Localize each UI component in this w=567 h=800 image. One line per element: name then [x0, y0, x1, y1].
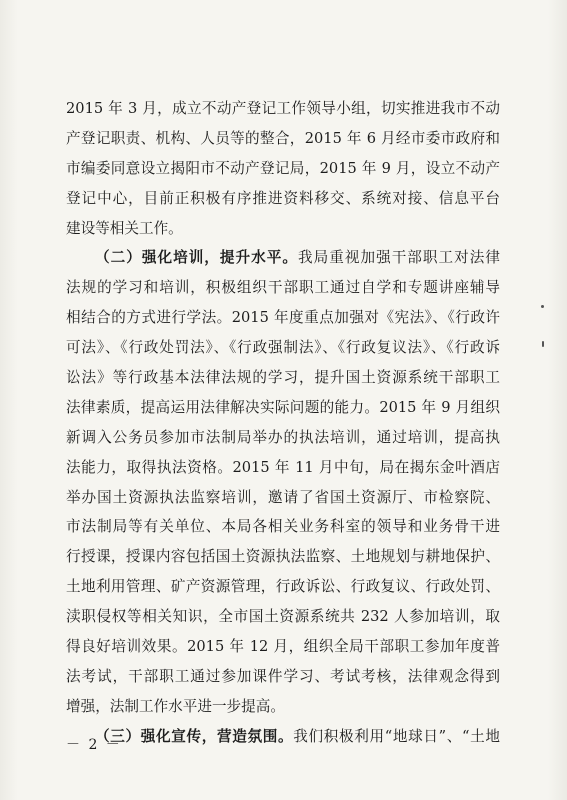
text-line: 产登记职责、机构、人员等的整合，2015 年 6 月经市委市政府和: [66, 129, 500, 147]
text-line: 市编委同意设立揭阳市不动产登记局，2015 年 9 月，设立不动产: [66, 159, 500, 177]
text-line: 增强，法制工作水平进一步提高。: [66, 697, 285, 715]
text-line: 法能力，取得执法资格。2015 年 11 月中旬，局在揭东金叶酒店: [66, 458, 500, 476]
paragraph-3-first-line: [66, 722, 500, 752]
text-line: 法考试，干部职工通过参加课件学习、考试考核，法律观念得到: [66, 667, 500, 685]
page-number: － 2 －: [66, 737, 122, 753]
text-line: 渎职侵权等相关知识，全市国土资源系统共 232 人参加培训，取: [66, 608, 500, 626]
text-line: 得良好培训效果。2015 年 12 月，组织全局干部职工参加年度普: [66, 638, 500, 656]
text-line: 法律素质，提高运用法律解决实际问题的能力。2015 年 9 月组织: [66, 398, 500, 416]
text-line: 可法》、《行政处罚法》、《行政强制法》、《行政复议法》、《行政诉: [66, 339, 500, 357]
text-line: 相结合的方式进行学法。2015 年度重点加强对《宪法》、《行政许: [66, 309, 500, 327]
text-line: 行授课，授课内容包括国土资源执法监察、土地规划与耕地保护、: [66, 548, 500, 566]
text-line: 法规的学习和培训，积极组织干部职工通过自学和专题讲座辅导: [66, 279, 500, 297]
text-line: 建设等相关工作。: [66, 219, 183, 237]
paragraph-2-first-line: [66, 243, 500, 273]
text-line: 土地利用管理、矿产资源管理，行政诉讼、行政复议、行政处罚、: [66, 578, 500, 596]
scan-speck: [541, 305, 544, 308]
text-line: 登记中心，目前正积极有序推进资料移交、系统对接、信息平台: [66, 189, 500, 207]
scan-speck: [542, 341, 544, 347]
text-line: 举办国土资源执法监察培训，邀请了省国土资源厅、市检察院、: [66, 488, 500, 506]
text-line: 讼法》等行政基本法律法规的学习，提升国土资源系统干部职工: [66, 369, 500, 387]
document-body: [66, 94, 500, 752]
text-line: 市法制局等有关单位、本局各相关业务科室的领导和业务骨干进: [66, 518, 500, 536]
text-fragment: 我局重视加强干部职工对法律: [298, 249, 500, 267]
text-line: 2015 年 3 月，成立不动产登记工作领导小组，切实推进我市不动: [66, 100, 500, 117]
text-fragment: 我们积极利用“地球日”、“土地: [293, 727, 500, 745]
section-heading-training: （二）强化培训，提升水平。: [95, 249, 298, 267]
text-line: 新调入公务员参加市法制局举办的执法培训，通过培训，提高执: [66, 428, 500, 446]
section-heading-publicity: （三）强化宣传，营造氛围。: [95, 727, 294, 745]
